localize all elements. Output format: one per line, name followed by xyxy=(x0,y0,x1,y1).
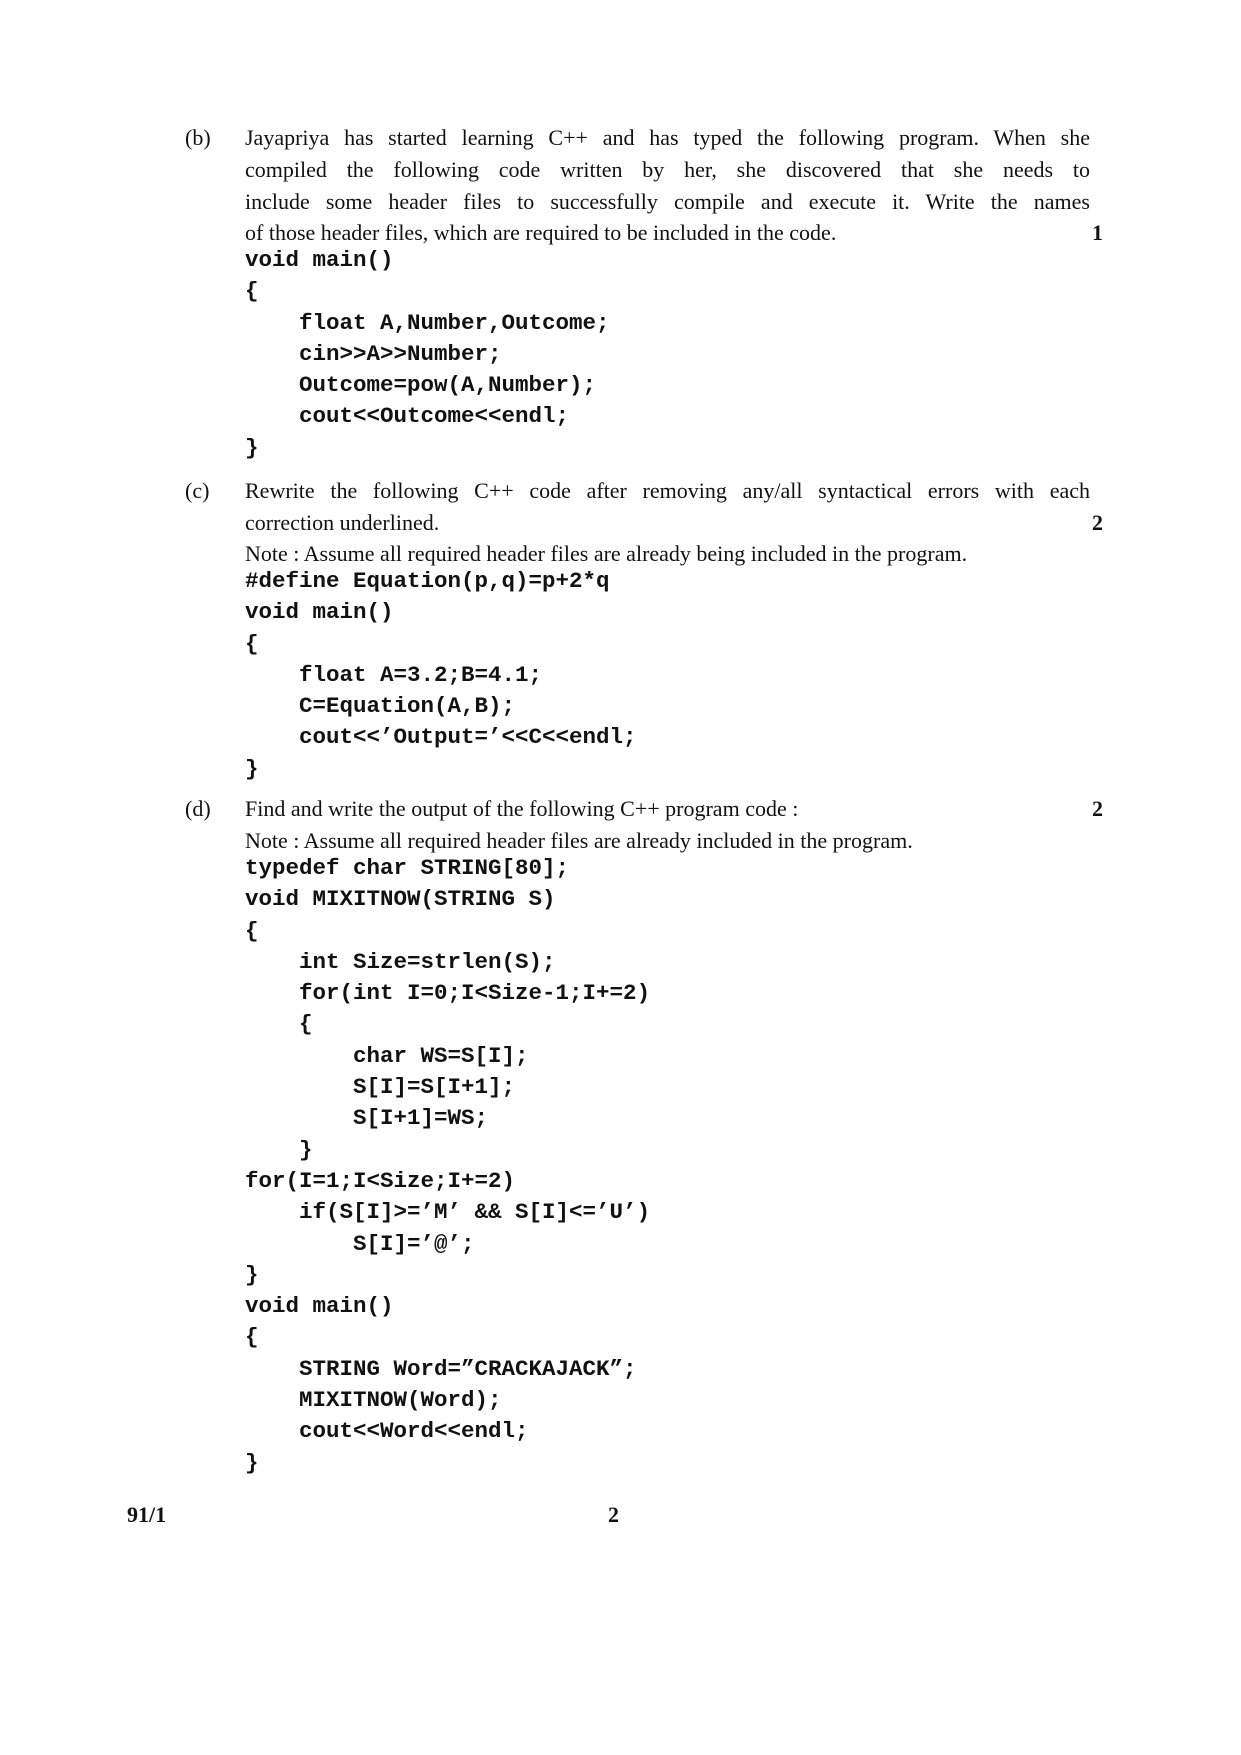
question-b-marks: 1 xyxy=(1092,220,1103,245)
question-b-line-1: Jayapriya has started learning C++ and has typed the following program. When she xyxy=(245,125,1090,150)
question-c-text xyxy=(245,475,1090,539)
code-line: S[I+1]=WS; xyxy=(245,1105,489,1132)
question-b-line-4: of those header files, which are required to be included in the code. xyxy=(245,220,837,246)
code-line: cin>>A>>Number; xyxy=(245,340,502,367)
code-line: } xyxy=(245,1261,259,1288)
question-b-line-3: include some header files to successfully compile and execute it. Write the names xyxy=(245,188,1090,214)
code-line: float A,Number,Outcome; xyxy=(245,309,610,336)
code-line: void main() xyxy=(245,247,394,273)
code-line: if(S[I]>=’M’ && S[I]<=’U’) xyxy=(245,1199,651,1226)
code-line: S[I]=S[I+1]; xyxy=(245,1074,516,1101)
code-line: MIXITNOW(Word); xyxy=(245,1387,502,1414)
code-line: char WS=S[I]; xyxy=(245,1042,529,1069)
question-d-note: Note : Assume all required header files are already included in the program. xyxy=(245,828,913,853)
question-c-line-2: correction underlined. xyxy=(245,509,440,535)
paper-code: 91/1 xyxy=(127,1502,167,1527)
code-line: for(int I=0;I<Size-1;I+=2) xyxy=(245,980,651,1007)
code-line: STRING Word=”CRACKAJACK”; xyxy=(245,1355,637,1382)
code-line: Outcome=pow(A,Number); xyxy=(245,372,597,399)
code-line: for(I=1;I<Size;I+=2) xyxy=(245,1167,516,1194)
question-c-note: Note : Assume all required header files are already being included in the program. xyxy=(245,541,968,566)
code-line: { xyxy=(245,630,259,657)
question-d-code xyxy=(245,853,650,1479)
question-c-code xyxy=(245,566,637,785)
code-line: void MIXITNOW(STRING S) xyxy=(245,886,556,913)
code-line: #define Equation(p,q)=p+2*q xyxy=(245,568,610,594)
code-line: void main() xyxy=(245,599,394,626)
code-line: cout<<’Output=’<<C<<endl; xyxy=(245,724,637,751)
question-d-marks: 2 xyxy=(1092,796,1103,821)
code-line: typedef char STRING[80]; xyxy=(245,855,570,881)
question-d-text xyxy=(245,793,1090,825)
code-line: } xyxy=(245,434,259,461)
question-b-line-2: compiled the following code written by her, she discovered that she needs to xyxy=(245,156,1090,182)
question-b-label: (b) xyxy=(185,125,211,150)
question-b-text xyxy=(245,122,1090,249)
code-line: int Size=strlen(S); xyxy=(245,948,556,975)
code-line: { xyxy=(245,1011,313,1038)
page-number: 2 xyxy=(608,1502,619,1527)
code-line: S[I]=’@’; xyxy=(245,1230,475,1257)
code-line: { xyxy=(245,1324,259,1351)
code-line: float A=3.2;B=4.1; xyxy=(245,661,543,688)
code-line: void main() xyxy=(245,1293,394,1320)
code-line: cout<<Word<<endl; xyxy=(245,1418,529,1445)
code-line: C=Equation(A,B); xyxy=(245,693,516,720)
code-line: } xyxy=(245,1449,259,1476)
question-b-code xyxy=(245,245,610,464)
question-c-label: (c) xyxy=(185,478,210,503)
code-line: } xyxy=(245,755,259,782)
code-line: cout<<Outcome<<endl; xyxy=(245,403,570,430)
code-line: } xyxy=(245,1136,313,1163)
code-line: { xyxy=(245,278,259,305)
code-line: { xyxy=(245,917,259,944)
question-c-line-1: Rewrite the following C++ code after removing any/all syntactical errors with each xyxy=(245,478,1090,503)
question-d-line-1: Find and write the output of the following C++ program code : xyxy=(245,796,799,821)
question-c-marks: 2 xyxy=(1092,510,1103,535)
question-d-label: (d) xyxy=(185,796,211,821)
